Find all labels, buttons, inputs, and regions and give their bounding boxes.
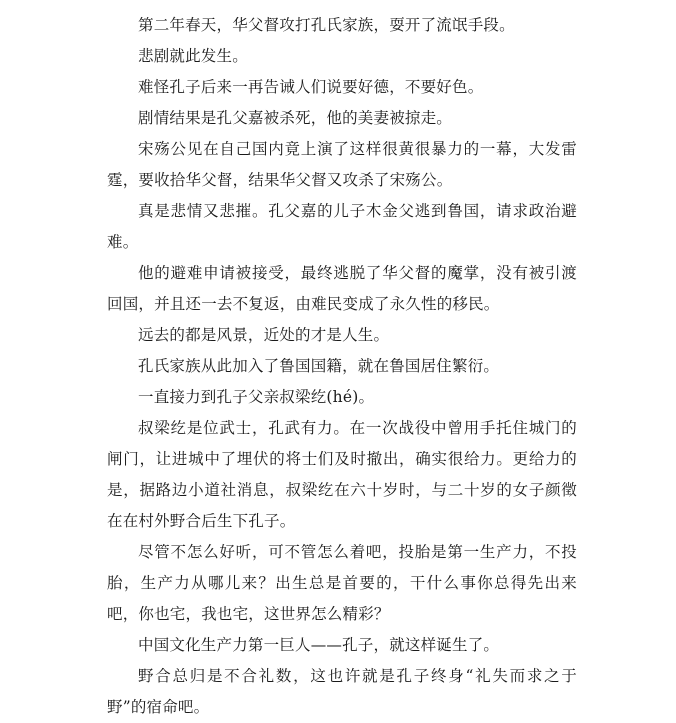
paragraph-2: 悲剧就此发生。 [138,47,248,65]
page-body [107,10,577,723]
paragraph-8: 远去的都是风景，近处的才是人生。 [138,326,390,344]
paragraph-6: 真是悲情又悲摧。孔父嘉的儿子木金父逃到鲁国，请求政治避难。 [107,202,577,251]
paragraph-11: 叔梁纥是位武士，孔武有力。在一次战役中曾用手托住城门的闸门，让进城中了埋伏的将士们及时撤出，确实很给力。更给力的是，据路边小道社消息，叔梁纥在六十岁时，与二十岁的女子颜徵在在村外野合后生下孔子。 [107,419,577,530]
paragraph-4: 剧情结果是孔父嘉被杀死，他的美妻被掠走。 [138,109,453,127]
paragraph-7: 他的避难申请被接受，最终逃脱了华父督的魔掌，没有被引渡回国，并且还一去不复返，由难民变成了永久性的移民。 [107,264,577,313]
paragraph-12: 尽管不怎么好听，可不管怎么着吧，投胎是第一生产力，不投胎，生产力从哪儿来？出生总是首要的，干什么事你总得先出来吧，你也宅，我也宅，这世界怎么精彩？ [107,543,577,623]
paragraph-14: 野合总归是不合礼数，这也许就是孔子终身“礼失而求之于野”的宿命吧。 [107,667,577,716]
paragraph-1: 第二年春天，华父督攻打孔氏家族，耍开了流氓手段。 [138,16,515,34]
paragraph-10: 一直接力到孔子父亲叔梁纥(hé)。 [138,388,375,406]
paragraph-3: 难怪孔子后来一再告诫人们说要好德，不要好色。 [138,78,484,96]
paragraph-5: 宋殇公见在自己国内竟上演了这样很黄很暴力的一幕，大发雷霆，要收拾华父督，结果华父督又攻杀了宋殇公。 [107,140,577,189]
paragraph-9: 孔氏家族从此加入了鲁国国籍，就在鲁国居住繁衍。 [138,357,500,375]
paragraph-13: 中国文化生产力第一巨人——孔子，就这样诞生了。 [138,636,500,654]
